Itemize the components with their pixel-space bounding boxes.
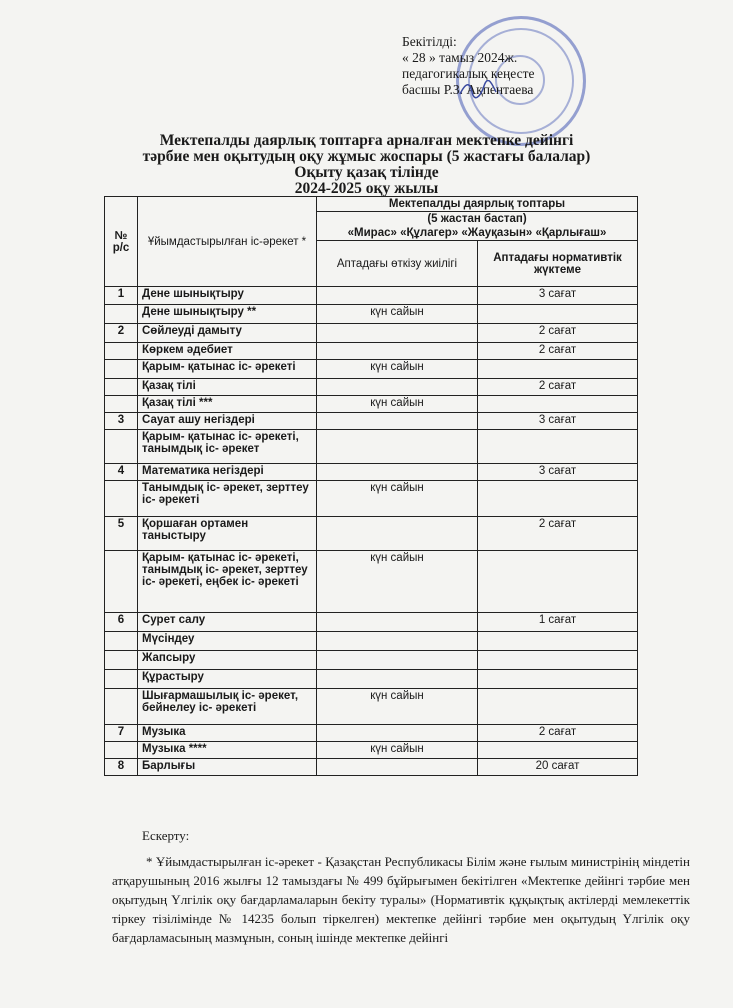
row-number: 5: [105, 517, 138, 551]
row-frequency: [317, 651, 478, 670]
table-row: [105, 430, 638, 464]
title-line-1: Мектепалды даярлық топтарға арналған мектепке дейінгі: [159, 132, 574, 149]
row-load: 2 сағат: [478, 343, 638, 360]
row-frequency: [317, 430, 478, 464]
table-row: [105, 725, 638, 742]
table-row: [105, 632, 638, 651]
table-row: [105, 413, 638, 430]
row-number: [105, 481, 138, 517]
header-group-l2: (5 жастан бастап): [317, 212, 638, 227]
table-row: [105, 343, 638, 360]
row-load: 2 сағат: [478, 379, 638, 396]
row-activity: Сөйлеуді дамыту: [138, 324, 317, 343]
row-load: 3 сағат: [478, 413, 638, 430]
header-group-l3: «Мирас» «Құлагер» «Жауқазын» «Қарлығаш»: [317, 226, 638, 241]
table-body: [105, 287, 638, 776]
table-row: [105, 517, 638, 551]
row-load: [478, 396, 638, 413]
table-row: [105, 742, 638, 759]
row-load: [478, 430, 638, 464]
row-number: 1: [105, 287, 138, 305]
row-activity: Қарым- қатынас іс- әрекеті: [138, 360, 317, 379]
table-row: [105, 651, 638, 670]
header-load: Аптадағы нормативтік жүктеме: [478, 241, 638, 287]
header-frequency: Аптадағы өткізу жиілігі: [317, 241, 478, 287]
row-activity: Құрастыру: [138, 670, 317, 689]
row-load: 2 сағат: [478, 725, 638, 742]
row-load: [478, 551, 638, 613]
row-load: [478, 305, 638, 324]
table-row: [105, 360, 638, 379]
row-frequency: [317, 632, 478, 651]
table-row: [105, 396, 638, 413]
approval-line-4: басшы Р.З. Ақпентаева: [402, 82, 534, 97]
row-load: [478, 670, 638, 689]
row-frequency: [317, 287, 478, 305]
row-number: 7: [105, 725, 138, 742]
row-load: [478, 742, 638, 759]
row-load: [478, 651, 638, 670]
approval-line-3: педагогикалық кеңесте: [402, 66, 535, 81]
row-activity: Қарым- қатынас іс- әрекеті, танымдық іс- әрекет, зерттеу іс- әрекеті, еңбек іс- әрекеті: [138, 551, 317, 613]
table-row: [105, 689, 638, 725]
row-activity: Қарым- қатынас іс- әрекеті, танымдық іс- әрекет: [138, 430, 317, 464]
row-activity: Көркем әдебиет: [138, 343, 317, 360]
row-number: [105, 689, 138, 725]
row-frequency: күн сайын: [317, 551, 478, 613]
row-number: [105, 632, 138, 651]
row-frequency: [317, 413, 478, 430]
row-number: [105, 651, 138, 670]
row-number: [105, 343, 138, 360]
row-activity: Барлығы: [138, 759, 317, 776]
row-frequency: [317, 464, 478, 481]
row-number: 6: [105, 613, 138, 632]
row-frequency: күн сайын: [317, 689, 478, 725]
row-frequency: [317, 613, 478, 632]
row-activity: Музыка: [138, 725, 317, 742]
note-heading: Ескерту:: [142, 828, 190, 843]
row-number: [105, 396, 138, 413]
row-activity: Танымдық іс- әрекет, зерттеу іс- әрекеті: [138, 481, 317, 517]
approval-line-1: Бекітілді:: [402, 34, 457, 49]
curriculum-table: [104, 196, 638, 776]
row-number: [105, 670, 138, 689]
row-frequency: [317, 759, 478, 776]
row-frequency: күн сайын: [317, 305, 478, 324]
table-row: [105, 379, 638, 396]
row-number: 2: [105, 324, 138, 343]
row-load: 2 сағат: [478, 324, 638, 343]
row-number: [105, 360, 138, 379]
header-activity: Ұйымдастырылған іс-әрекет *: [138, 197, 317, 287]
table-row: [105, 287, 638, 305]
row-load: [478, 481, 638, 517]
table-row: [105, 670, 638, 689]
row-load: 3 сағат: [478, 464, 638, 481]
table-row: [105, 759, 638, 776]
row-number: 4: [105, 464, 138, 481]
table-row: [105, 464, 638, 481]
table-row: [105, 551, 638, 613]
row-number: [105, 379, 138, 396]
row-frequency: [317, 517, 478, 551]
row-activity: Қазақ тілі ***: [138, 396, 317, 413]
row-load: [478, 360, 638, 379]
row-activity: Сурет салу: [138, 613, 317, 632]
row-activity: Мүсіндеу: [138, 632, 317, 651]
row-activity: Дене шынықтыру: [138, 287, 317, 305]
row-frequency: [317, 324, 478, 343]
table-row: [105, 613, 638, 632]
row-activity: Жапсыру: [138, 651, 317, 670]
row-activity: Дене шынықтыру **: [138, 305, 317, 324]
row-activity: Қазақ тілі: [138, 379, 317, 396]
row-load: [478, 689, 638, 725]
row-load: 3 сағат: [478, 287, 638, 305]
table-row: [105, 305, 638, 324]
row-number: [105, 551, 138, 613]
row-activity: Сауат ашу негіздері: [138, 413, 317, 430]
row-number: [105, 305, 138, 324]
row-frequency: күн сайын: [317, 481, 478, 517]
row-activity: Математика негіздері: [138, 464, 317, 481]
signature-mark: [458, 80, 498, 100]
row-frequency: [317, 343, 478, 360]
row-number: 8: [105, 759, 138, 776]
table-row: [105, 324, 638, 343]
row-number: [105, 742, 138, 759]
row-activity: Қоршаған ортамен таныстыру: [138, 517, 317, 551]
header-num: № р/с: [105, 197, 138, 287]
row-load: 1 сағат: [478, 613, 638, 632]
header-group-l1: Мектепалды даярлық топтары: [317, 197, 638, 212]
row-frequency: [317, 670, 478, 689]
note-text: * Ұйымдастырылған іс-әрекет - Қазақстан Республикасы Білім және ғылым министрінің міндетін атқарушының 2016 жылғы 12 тамыздағы № 499 бұйрығымен бекітілген «Мектепке дейінгі тәрбие мен оқытудың Үлгілік оқу бағдарламаларын бекіту туралы» (Нормативтік құқықтық актілерді мемлекеттік тіркеу тізілімінде № 14235 болып тіркелген) мектепке дейінгі тәрбие мен оқытудың Үлгілік оқу бағдарламасының мазмұнын, соның ішінде мектепке дейінгі: [112, 854, 690, 945]
row-load: 20 сағат: [478, 759, 638, 776]
title-line-3: Оқыту қазақ тілінде: [294, 164, 439, 181]
row-load: [478, 632, 638, 651]
row-frequency: [317, 725, 478, 742]
row-activity: Шығармашылық іс- әрекет, бейнелеу іс- әрекеті: [138, 689, 317, 725]
row-number: [105, 430, 138, 464]
row-frequency: күн сайын: [317, 360, 478, 379]
row-frequency: күн сайын: [317, 396, 478, 413]
row-frequency: [317, 379, 478, 396]
row-frequency: күн сайын: [317, 742, 478, 759]
row-number: 3: [105, 413, 138, 430]
title-line-2: тәрбие мен оқытудың оқу жұмыс жоспары (5 жастағы балалар): [142, 148, 591, 165]
row-load: 2 сағат: [478, 517, 638, 551]
row-activity: Музыка ****: [138, 742, 317, 759]
title-line-4: 2024-2025 оқу жылы: [294, 180, 439, 197]
approval-line-2: « 28 » тамыз 2024ж.: [402, 50, 518, 65]
table-row: [105, 481, 638, 517]
